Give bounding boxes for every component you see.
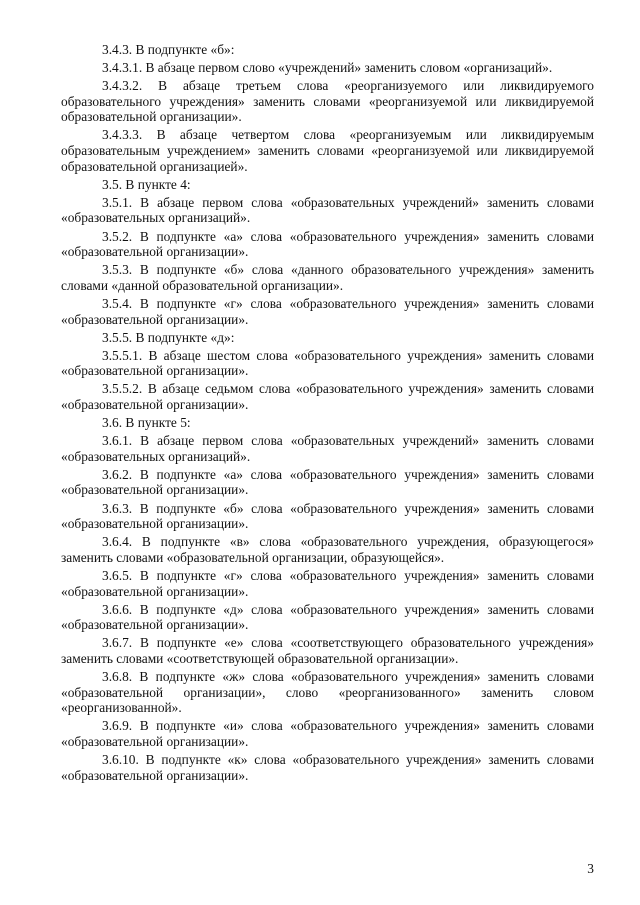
paragraph-3-6-10: 3.6.10. В подпункте «к» слова «образовательного учреждения» заменить словами «образовательной организации». (61, 751, 594, 783)
paragraph-3-5-1: 3.5.1. В абзаце первом слова «образовательных учреждений» заменить словами «образовательных организаций». (61, 194, 594, 226)
paragraph-3-5-5: 3.5.5. В подпункте «д»: (102, 329, 235, 345)
paragraph-3-5-4: 3.5.4. В подпункте «г» слова «образовательного учреждения» заменить словами «образовательной организации». (61, 295, 594, 327)
document-body (61, 42, 594, 786)
paragraph-3-5-3: 3.5.3. В подпункте «б» слова «данного образовательного учреждения» заменить словами «данной образовательной организации». (61, 262, 594, 293)
paragraph-3-6-4: 3.6.4. В подпункте «в» слова «образовательного учреждения, образующегося» заменить словами «образовательной организации, образующейся». (61, 534, 594, 565)
paragraph-3-6-8: 3.6.8. В подпункте «ж» слова «образовательного учреждения» заменить словами «образовательной организации», слово «реорганизованного» заменить словом «реорганизованной». (61, 668, 594, 716)
paragraph-3-4-3-2: 3.4.3.2. В абзаце третьем слова «реорганизуемого или ликвидируемого образовательного учреждения» заменить словами «реорганизуемой или ликвидируемой образовательной организации». (61, 78, 594, 125)
paragraph-3-6-2: 3.6.2. В подпункте «а» слова «образовательного учреждения» заменить словами «образовательной организации». (61, 466, 594, 498)
paragraph-3-6-3: 3.6.3. В подпункте «б» слова «образовательного учреждения» заменить словами «образовательной организации». (61, 500, 594, 532)
paragraph-3-6: 3.6. В пункте 5: (102, 415, 191, 431)
paragraph-3-6-1: 3.6.1. В абзаце первом слова «образовательных учреждений» заменить словами «образовательных организаций». (61, 433, 594, 464)
paragraph-3-6-7: 3.6.7. В подпункте «е» слова «соответствующего образовательного учреждения» заменить словами «соответствующей образовательной организации». (61, 635, 594, 666)
paragraph-3-5-5-2: 3.5.5.2. В абзаце седьмом слова «образовательного учреждения» заменить словами «образовательной организации». (61, 381, 594, 412)
paragraph-3-6-5: 3.6.5. В подпункте «г» слова «образовательного учреждения» заменить словами «образовательной организации». (61, 567, 594, 599)
paragraph-3-5-2: 3.5.2. В подпункте «а» слова «образовательного учреждения» заменить словами «образовательной организации». (61, 228, 594, 260)
paragraph-3-4-3: 3.4.3. В подпункте «б»: (102, 42, 235, 57)
paragraph-3-4-3-1: 3.4.3.1. В абзаце первом слово «учреждений» заменить словом «организаций». (102, 60, 553, 76)
paragraph-3-6-6: 3.6.6. В подпункте «д» слова «образовательного учреждения» заменить словами «образовательной организации». (61, 601, 594, 633)
paragraph-3-5-5-1: 3.5.5.1. В абзаце шестом слова «образовательного учреждения» заменить словами «образовательной организации». (61, 347, 594, 379)
page-number: 3 (587, 861, 594, 876)
paragraph-3-4-3-3: 3.4.3.3. В абзаце четвертом слова «реорганизуемым или ликвидируемым образовательным учреждением» заменить словами «реорганизуемой или ликвидируемой образовательной организацией». (61, 127, 594, 174)
paragraph-3-5: 3.5. В пункте 4: (102, 176, 191, 192)
paragraph-3-6-9: 3.6.9. В подпункте «и» слова «образовательного учреждения» заменить словами «образовательной организации». (61, 718, 594, 749)
